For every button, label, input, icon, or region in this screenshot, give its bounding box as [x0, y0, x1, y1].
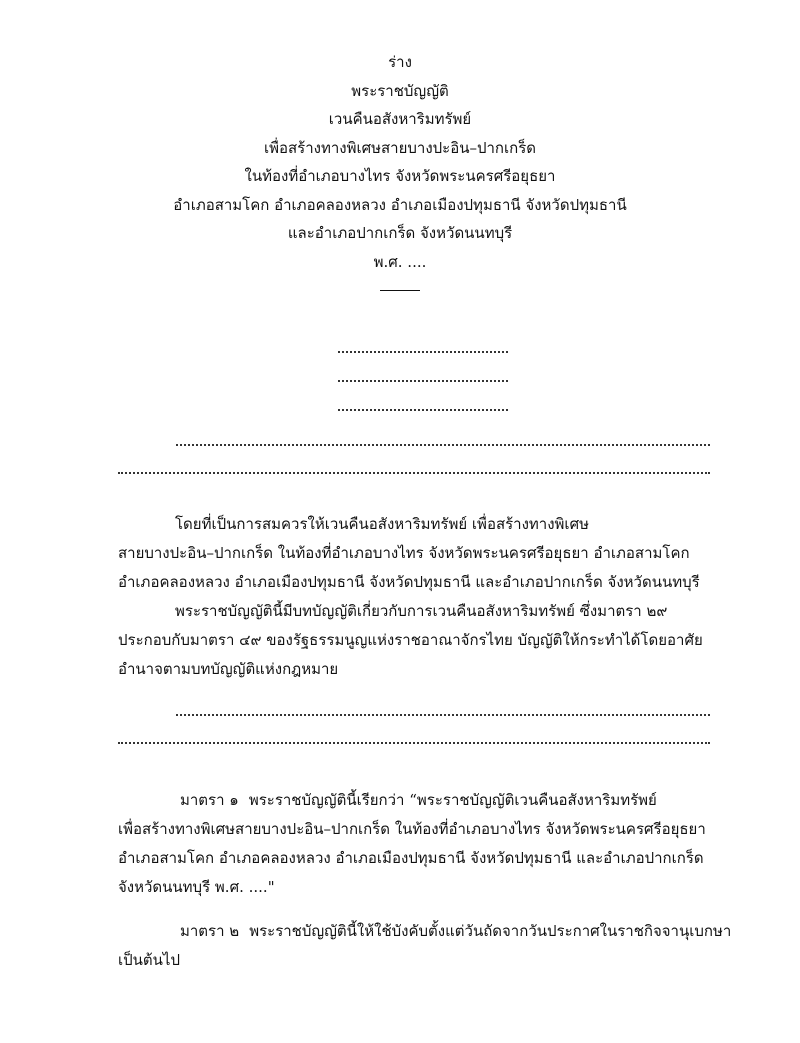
preamble-line: ประกอบกับมาตรา ๔๙ ของรัฐธรรมนูญแห่งราชอาณาจักรไทย บัญญัติให้กระทำได้โดยอาศัย	[118, 631, 703, 649]
placeholder-dotted-line	[176, 444, 710, 446]
act-location-line-2: อำเภอสามโคก อำเภอคลองหลวง อำเภอเมืองปทุมธานี จังหวัดปทุมธานี	[173, 195, 627, 214]
act-subject: เวนคืนอสังหาริมทรัพย์	[328, 110, 472, 128]
section-1-line: พระราชบัญญัตินี้เรียกว่า “พระราชบัญญัติเวนคืนอสังหาริมทรัพย์	[248, 791, 657, 809]
placeholder-dotted-line	[176, 714, 710, 716]
preamble-line: โดยที่เป็นการสมควรให้เวนคืนอสังหาริมทรัพย์ เพื่อสร้างทางพิเศษ	[175, 515, 589, 533]
placeholder-dotted-line	[118, 742, 710, 744]
placeholder-dotted-line	[338, 324, 508, 353]
preamble	[118, 510, 738, 684]
promulgation-placeholder	[338, 324, 518, 411]
preamble-line: พระราชบัญญัตินี้มีบทบัญญัติเกี่ยวกับการเวนคืนอสังหาริมทรัพย์ ซึ่งมาตรา ๒๙	[175, 602, 668, 620]
title-block	[0, 48, 800, 291]
section-1-label: มาตรา ๑	[180, 791, 239, 809]
section-1-line: เพื่อสร้างทางพิเศษสายบางปะอิน–ปากเกร็ด ในท้องที่อำเภอบางไทร จังหวัดพระนครศรีอยุธยา	[118, 820, 706, 838]
section-1	[118, 786, 738, 902]
placeholder-dotted-line	[338, 353, 508, 382]
act-location-line-3: และอำเภอปากเกร็ด จังหวัดนนทบุรี	[287, 224, 513, 242]
act-year: พ.ศ. ....	[373, 252, 427, 271]
section-1-line: อำเภอสามโคก อำเภอคลองหลวง อำเภอเมืองปทุมธานี จังหวัดปทุมธานี และอำเภอปากเกร็ด	[118, 849, 704, 867]
preamble-line: อำนาจตามบทบัญญัติแห่งกฎหมาย	[118, 660, 339, 678]
placeholder-dotted-line	[118, 472, 710, 474]
placeholder-dotted-line	[338, 382, 508, 411]
section-2-line: พระราชบัญญัตินี้ให้ใช้บังคับตั้งแต่วันถัดจากวันประกาศในราชกิจจานุเบกษา	[249, 922, 732, 940]
title-divider	[380, 290, 420, 291]
section-2	[118, 917, 738, 975]
section-2-label: มาตรา ๒	[180, 922, 240, 940]
preamble-line: อำเภอคลองหลวง อำเภอเมืองปทุมธานี จังหวัดปทุมธานี และอำเภอปากเกร็ด จังหวัดนนทบุรี	[118, 573, 700, 591]
section-1-line: จังหวัดนนทบุรี พ.ศ. ...."	[118, 878, 275, 896]
act-location-line-1: ในท้องที่อำเภอบางไทร จังหวัดพระนครศรีอยุธยา	[244, 167, 556, 185]
act-heading: พระราชบัญญัติ	[351, 81, 449, 100]
section-2-line: เป็นต้นไป	[118, 951, 180, 969]
preamble-line: สายบางปะอิน–ปากเกร็ด ในท้องที่อำเภอบางไทร จังหวัดพระนครศรีอยุธยา อำเภอสามโคก	[118, 544, 690, 562]
draft-label: ร่าง	[388, 53, 412, 71]
act-purpose: เพื่อสร้างทางพิเศษสายบางปะอิน–ปากเกร็ด	[263, 138, 537, 157]
